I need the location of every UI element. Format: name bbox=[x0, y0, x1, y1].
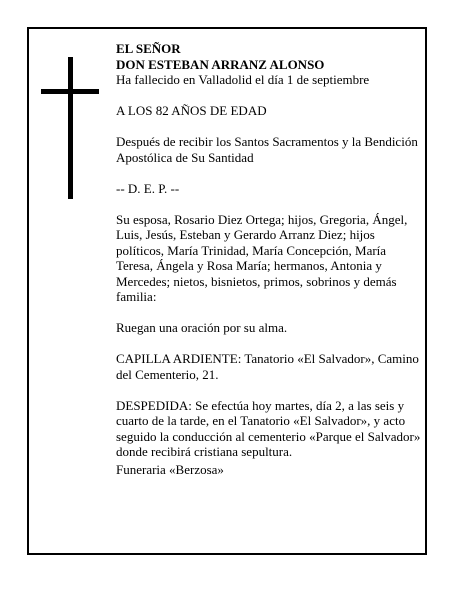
chapel-paragraph: CAPILLA ARDIENTE: Tanatorio «El Salvador», Camino del Cementerio, 21. bbox=[116, 351, 419, 382]
obituary-text bbox=[116, 41, 426, 477]
farewell-paragraph: DESPEDIDA: Se efectúa hoy martes, día 2, a las seis y cuarto de la tarde, en el Tanatorio «El Salvador», y acto seguido la conducción al cementerio «Parque el Salvador» donde recibirá cristiana sepultura. bbox=[116, 397, 421, 459]
prayer-line: Ruegan una oración por su alma. bbox=[116, 320, 288, 335]
obituary-card bbox=[27, 27, 427, 555]
dep-line: -- D. E. P. -- bbox=[116, 180, 180, 196]
age-line: A LOS 82 AÑOS DE EDAD bbox=[116, 103, 267, 118]
family-paragraph: Su esposa, Rosario Diez Ortega; hijos, Gregoria, Ángel, Luis, Jesús, Esteban y Gerardo Arranz Diez; hijos políticos, María Trinidad, María Concepción, María Teresa, Ángela y Rosa María; hermanos, Antonia y Mercedes; nietos, bisnietos, primos, sobrinos y demás familia: bbox=[116, 211, 408, 304]
title-line-1: EL SEÑOR bbox=[116, 41, 181, 56]
cross-horizontal-bar bbox=[41, 89, 99, 94]
death-line: Ha fallecido en Valladolid el día 1 de septiembre bbox=[116, 72, 370, 87]
cross-icon bbox=[41, 57, 99, 199]
sacraments-line: Después de recibir los Santos Sacramentos y la Bendición Apostólica de Su Santidad bbox=[116, 134, 418, 165]
deceased-name: DON ESTEBAN ARRANZ ALONSO bbox=[116, 56, 325, 72]
funeral-home-line: Funeraria «Berzosa» bbox=[116, 461, 224, 477]
cross-vertical-bar bbox=[68, 57, 73, 199]
